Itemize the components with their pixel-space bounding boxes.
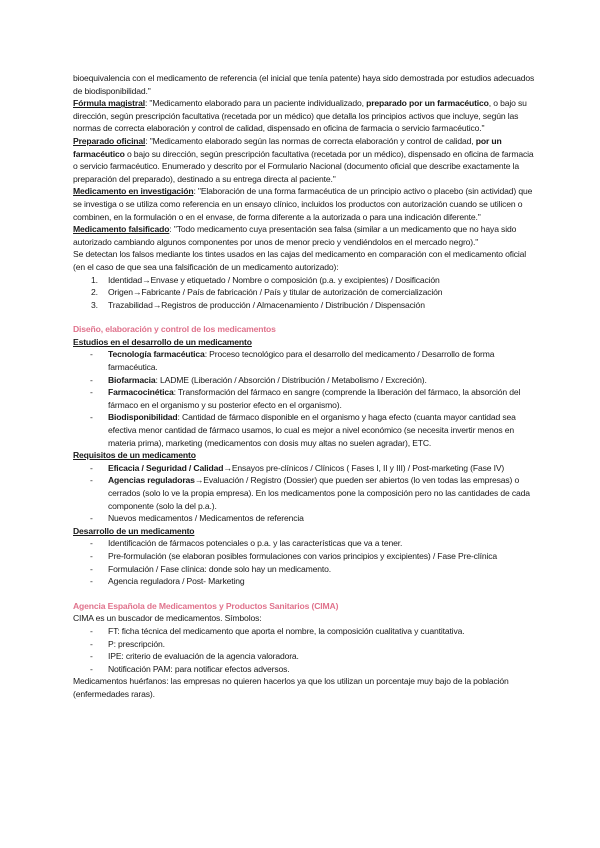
cima-intro: CIMA es un buscador de medicamentos. Símbolos: — [73, 613, 262, 624]
list-text: →Ensayos pre-clínicos / Clínicos ( Fases I, II y III) / Post-marketing (Fase IV) — [223, 462, 505, 473]
list-text: : Transformación del fármaco en sangre (comprende la liberación del fármaco, la absorción del fármaco en el organismo y su posterior efecto en el organismo). — [108, 387, 521, 410]
subsection-heading: Requisitos de un medicamento — [73, 450, 196, 461]
list-item: - P: prescripción. — [73, 638, 540, 651]
definition-text: o bajo su dirección, según prescripción facultativa (recetada por un médico), dispensado en oficina de farmacia o servicio farmacéutico. Enumerado y descrito por el Formulario Nacional (documento oficial que describe exactamente la preparación del preparado), destinado a su entrega directa al paciente." — [73, 148, 534, 184]
definition-text: : "Todo medicamento cuya presentación sea falsa (similar a un medicamento que no haya sido autorizado cambiando algunos componentes por unos de menor precio y vendiéndolos en el mercado negro)." — [73, 224, 517, 247]
list-item-term: Eficacia / Seguridad / Calidad — [108, 462, 224, 473]
list-item-term: Tecnología farmacéutica — [108, 349, 205, 360]
list-item — [73, 474, 540, 512]
list-text: Trazabilidad→Registros de producción / Almacenamiento / Distribución / Dispensación — [108, 299, 425, 310]
list-number: 3. — [91, 299, 98, 310]
list-number: 2. — [91, 287, 98, 298]
list-text: Pre-formulación (se elaboran posibles formulaciones con varios principios y excipientes) / Fase Pre-clínica — [108, 550, 497, 561]
list-item: - FT: ficha técnica del medicamento que aporta el nombre, la composición cualitativa y cuantitativa. — [73, 625, 540, 638]
subsection-heading: Estudios en el desarrollo de un medicamento — [73, 336, 252, 347]
list-item — [73, 286, 540, 299]
definition-paragraph — [73, 223, 540, 248]
bullet-list — [73, 348, 540, 449]
list-item — [73, 563, 540, 576]
list-item-term: Farmacocinética — [108, 387, 174, 398]
list-text: Origen→Fabricante / País de fabricación / País y titular de autorización de comercialización — [108, 287, 443, 298]
intro-paragraph: bioequivalencia con el medicamento de referencia (el inicial que tenía patente) haya sido demostrada por estudios adecuados de biodisponibilidad." — [73, 73, 535, 96]
list-text: : Proceso tecnológico para el desarrollo del medicamento / Desarrollo de forma farmacéutica. — [108, 349, 495, 373]
list-item — [73, 299, 540, 312]
definition-text: : "Medicamento elaborado según las normas de correcta elaboración y control de calidad, — [145, 135, 476, 146]
definitions-block — [73, 97, 540, 248]
bullet-list — [73, 537, 540, 587]
list-item-term: Biofarmacia — [108, 374, 156, 385]
falsified-checklist — [73, 274, 540, 312]
list-item — [73, 550, 540, 563]
list-text: Identidad→Envase y etiquetado / Nombre o composición (p.a. y excipientes) / Dosificación — [108, 274, 440, 285]
cima-outro: Medicamentos huérfanos: las empresas no quieren hacerlos ya que los utilizan un porcentaje muy bajo de la población (enfermedades raras). — [73, 676, 509, 699]
list-text: Formulación / Fase clínica: donde solo hay un medicamento. — [108, 563, 331, 574]
list-text: Agencia reguladora / Post- Marketing — [108, 576, 245, 587]
list-item — [73, 348, 540, 373]
list-item — [73, 374, 540, 387]
definition-emphasis: por un farmacéutico — [73, 135, 502, 159]
list-text: : Cantidad de fármaco disponible en el organismo y haga efecto (cuanta mayor cantidad sea efectiva menor cantidad de fármaco usamos, lo cual es mejor a nivel económico (se necesita invertir menos en materia prima), marketing (medicamentos con dosis muy altas no suelen agradar), ETC. — [108, 412, 516, 448]
list-item — [73, 537, 540, 550]
list-text: Identificación de fármacos potenciales o p.a. y las características que va a tener. — [108, 538, 403, 549]
definition-term: Fórmula magistral — [73, 98, 145, 109]
list-item — [73, 411, 540, 449]
list-text: Nuevos medicamentos / Medicamentos de referencia — [108, 513, 304, 524]
falsified-note: Se detectan los falsos mediante los tintes usados en las cajas del medicamento en comparación con el medicamento oficial (en el caso de que sea una falsificación de un medicamento autorizado): — [73, 249, 527, 272]
list-text: : LADME (Liberación / Absorción / Distribución / Metabolismo / Excreción). — [155, 374, 427, 385]
definition-term: Medicamento en investigación — [73, 186, 194, 197]
section-title-cima: Agencia Española de Medicamentos y Productos Sanitarios (CIMA) — [73, 600, 339, 611]
list-item — [73, 386, 540, 411]
definition-paragraph — [73, 97, 540, 135]
list-item: - Notificación PAM: para notificar efectos adversos. — [73, 663, 540, 676]
definition-paragraph — [73, 135, 540, 185]
list-item — [73, 274, 540, 287]
definition-paragraph — [73, 185, 540, 223]
definition-text: , o bajo su dirección, según prescripción facultativa (recetada por un médico) que detalla los principios activos que incluye, según las normas de correcta elaboración y control de calidad, dispensado en oficina de farmacia o servicio farmacéutico." — [73, 98, 527, 134]
definition-term: Preparado oficinal — [73, 135, 146, 146]
bullet-list — [73, 462, 540, 525]
list-number: 1. — [91, 274, 98, 285]
list-item-term: Biodisponibilidad — [108, 412, 178, 423]
subsection-heading: Desarrollo de un medicamento — [73, 525, 195, 536]
definition-emphasis: preparado por un farmacéutico — [366, 98, 489, 109]
definition-text: : "Elaboración de una forma farmacéutica de un principio activo o placebo (sin actividad) que se investiga o se utiliza como referencia en un ensayo clínico, incluidos los productos con autorización cuando se utilicen o combinen, en la formulación o en el envase, de forma diferente a la autorizada o para una indicación diferente." — [73, 186, 533, 222]
list-item — [73, 462, 540, 475]
list-item — [73, 575, 540, 588]
list-item: - IPE: criterio de evaluación de la agencia valoradora. — [73, 650, 540, 663]
list-item-term: Agencias reguladoras — [108, 475, 195, 486]
subsections-block — [73, 336, 540, 588]
list-text: →Evaluación / Registro (Dossier) que pueden ser abiertos (lo ven todas las empresas) o cerrados (solo lo ve la propia empresa). En los medicamentos pone la composición pero no las cantidades de cada componente (solo la del p.a.). — [108, 475, 530, 511]
definition-text: : "Medicamento elaborado para un paciente individualizado, — [144, 98, 367, 109]
section-title-diseno: Diseño, elaboración y control de los medicamentos — [73, 324, 276, 335]
definition-term: Medicamento falsificado — [73, 224, 170, 235]
cima-symbol-list — [73, 625, 540, 675]
list-item — [73, 512, 540, 525]
